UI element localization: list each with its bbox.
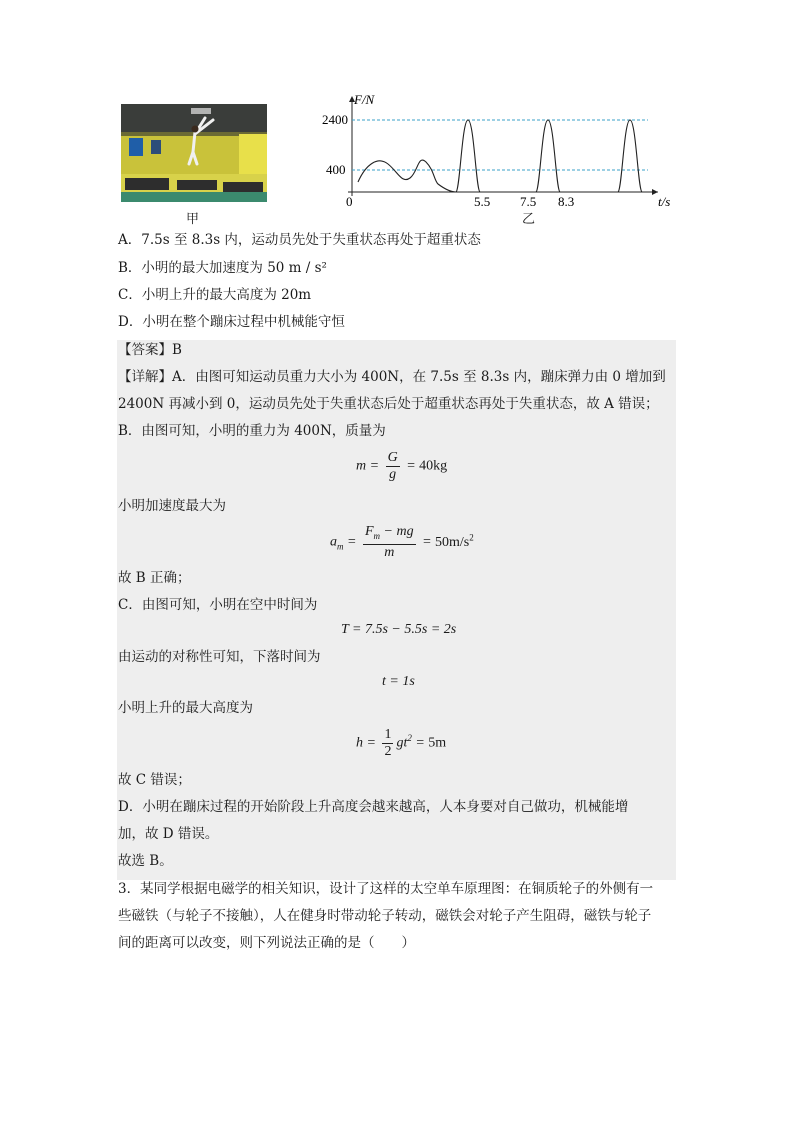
equation-acceleration: $a_m$ = $\frac{F_m - mg}{m}$ = $50m/s^2$ xyxy=(330,524,474,560)
graph-caption: 乙 xyxy=(522,212,536,227)
option-c: C．小明上升的最大高度为 20m xyxy=(118,287,312,303)
analysis-d-line1: D．小明在蹦床过程的开始阶段上升高度会越来越高，人本身要对自己做功，机械能增 xyxy=(118,799,629,815)
equation-mass: m = $\frac{G}{g}$ = 40kg xyxy=(356,450,448,482)
analysis-c-line3: 小明上升的最大高度为 xyxy=(118,700,253,716)
x-tick-8.3: 8.3 xyxy=(558,194,575,209)
option-b: B．小明的最大加速度为 50 m / s² xyxy=(118,260,327,276)
analysis-d-line2: 加，故 D 错误。 xyxy=(118,826,219,842)
y-tick-400: 400 xyxy=(326,162,346,177)
photo-caption: 甲 xyxy=(186,212,200,227)
equation-fall-time: t = 1s xyxy=(382,674,415,689)
analysis-c-line4: 故 C 错误； xyxy=(118,772,191,788)
y-tick-2400: 2400 xyxy=(322,112,348,127)
question3-line1: 3．某同学根据电磁学的相关知识，设计了这样的太空单车原理图：在铜质轮子的外侧有一 xyxy=(118,881,654,897)
equation-time: T = 7.5s − 5.5s = 2s xyxy=(341,622,457,637)
analysis-b-line2: 小明加速度最大为 xyxy=(118,498,226,514)
origin-label: 0 xyxy=(346,194,353,209)
analysis-b-line1: B．由图可知，小明的重力为 400N，质量为 xyxy=(118,423,386,439)
analysis-a-line1 xyxy=(118,368,666,386)
analysis-c-line2: 由运动的对称性可知，下落时间为 xyxy=(118,649,321,665)
x-tick-7.5: 7.5 xyxy=(520,194,537,209)
analysis-c-line1: C．由图可知，小明在空中时间为 xyxy=(118,597,318,613)
question3-line2: 些磁铁（与轮子不接触），人在健身时带动轮子转动，磁铁会对轮子产生阻碍，磁铁与轮子 xyxy=(118,908,652,924)
force-curve xyxy=(358,120,642,192)
force-time-graph xyxy=(318,92,678,210)
x-axis-label: t/s xyxy=(658,194,671,209)
analysis-a-text: A．由图可知运动员重力大小为 400N，在 7.5s 至 8.3s 内，蹦床弹力由 0 增加到 xyxy=(172,369,666,385)
equation-height: h = $\frac{1}{2}$ $gt^2 = 5m$ xyxy=(356,727,447,759)
analysis-a-line2: 2400N 再减小到 0，运动员先处于失重状态后处于超重状态再处于失重状态，故 A 错误； xyxy=(118,396,659,412)
analysis-b-line3: 故 B 正确； xyxy=(118,570,191,586)
question3-line3: 间的距离可以改变，则下列说法正确的是（ ） xyxy=(118,935,415,951)
analysis-lead: 【详解】 xyxy=(118,369,172,385)
y-axis-label: F/N xyxy=(354,92,375,107)
x-tick-5.5: 5.5 xyxy=(474,194,491,209)
trampoline-photo xyxy=(121,104,267,202)
option-d: D．小明在整个蹦床过程中机械能守恒 xyxy=(118,314,345,330)
analysis-final: 故选 B。 xyxy=(118,853,173,869)
option-a: A．7.5s 至 8.3s 内，运动员先处于失重状态再处于超重状态 xyxy=(118,232,481,248)
answer-line: 【答案】B xyxy=(118,342,182,358)
